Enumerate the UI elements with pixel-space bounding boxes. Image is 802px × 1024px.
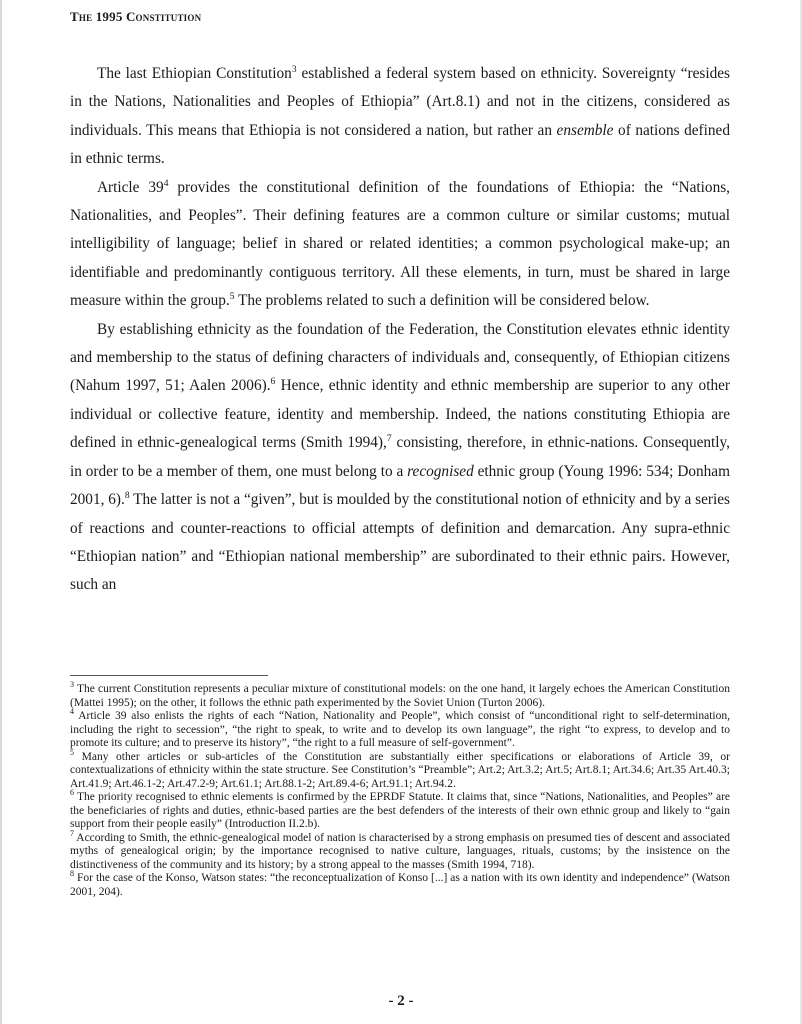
footnote-ref[interactable]: 3 <box>291 64 297 75</box>
running-header: The 1995 Constitution <box>70 9 202 24</box>
footnote-number: 8 <box>70 869 74 879</box>
text-run: established a federal system based on ethnicity. Sovereignty “resides in the Nations, Nationalities and Peoples of Ethiopia” (Art.8.1) and not in the citizens, considered as individuals. This means that Ethiopia is not considered a nation, but rather an <box>70 65 731 139</box>
footnote-text: Many other articles or sub-articles of the Constitution are substantially either specifications or elaborations of Article 39, or contextualizations of ethnicity within the state structure. See Constitution’s “Preamble”; Art.2; Art.3.2; Art.5; Art.8.1; Art.34.6; Art.35 Art.40.3; Art.41.9; Art.46.1-2; Art.47.2-9; Art.61.1; Art.88.1-2; Art.89.4-6; Art.91.1; Art.94.2. <box>70 750 730 790</box>
footnote-text: The current Constitution represents a peculiar mixture of constitutional models: on the one hand, it largely echoes the American Constitution (Mattei 1995); on the other, it follows the ethnic path experimented by the Soviet Union (Turton 2006). <box>70 683 730 709</box>
page-edge-left <box>0 0 2 1024</box>
footnote-5 <box>70 747 730 792</box>
footnote-text: For the case of the Konso, Watson states: “the reconceptualization of Konso [...] as a nation with its own identity and independence” (Watson 2001, 204). <box>70 872 730 898</box>
footnote-text: The priority recognised to ethnic elements is confirmed by the EPRDF Statute. It claims that, since “Nations, Nationalities, and Peoples” are the beneficiaries of rights and duties, ethnic-based parties are the best defenders of the interests of their own ethnic group and likely to “gain support from their people easily” (Introduction II.2.b). <box>70 791 730 830</box>
text-run: Article 39 <box>97 178 164 196</box>
footnote-separator <box>70 675 268 676</box>
paragraph-3 <box>70 316 730 600</box>
footnote-3 <box>70 680 730 710</box>
text-run: consisting, therefore, in ethnic-nations. Consequently, in order to be a member of them, one must belong to a <box>70 434 731 480</box>
footnote-ref[interactable]: 8 <box>124 491 130 501</box>
body-text <box>70 60 730 600</box>
paragraph-2 <box>70 174 730 316</box>
footnote-number: 4 <box>70 707 74 717</box>
text-run: ethnic group (Young 1996: 534; Donham 2001, 6). <box>70 462 730 509</box>
footnote-text: According to Smith, the ethnic-genealogical model of nation is characterised by a strong emphasis on presumed ties of descent and associated myths of genealogical origin; by the importance recognised to native culture, languages, rituals, customs; by the insistence on the distinctiveness of the community and its history; by a strong appeal to the masses (Smith 1994, 718). <box>70 831 730 871</box>
footnote-number: 7 <box>70 828 74 838</box>
page-number: - 2 - <box>388 993 414 1009</box>
footnote-number: 6 <box>70 788 74 798</box>
text-run: The last Ethiopian Constitution <box>97 65 292 82</box>
text-run: The latter is not a “given”, but is moulded by the constitutional notion of ethnicity and by a series of reactions and counter-reactions to official attempts of definition and demarcation. Any supra-ethnic “Ethiopian nation” and “Ethiopian national membership” are subordinated to their ethnic pairs. However, such an <box>70 491 730 594</box>
text-run: The problems related to such a definition will be considered below. <box>234 292 650 310</box>
text-run: of nations defined in ethnic terms. <box>70 121 730 168</box>
footnote-ref[interactable]: 7 <box>386 434 392 445</box>
footnote-ref[interactable]: 4 <box>163 178 169 189</box>
emphasis: recognised <box>407 462 474 480</box>
footnote-8 <box>70 869 730 899</box>
text-run: provides the constitutional definition of the foundations of Ethiopia: the “Nations, Nationalities, and Peoples”. Their defining features are a common culture or similar customs; mutual intelligibility of language; belief in shared or related identities; a common psychological make-up; an identifiable and predominantly contiguous territory. All these elements, in turn, must be shared in large measure within the group. <box>70 178 730 310</box>
text-run: Hence, ethnic identity and ethnic membership are superior to any other individual or collective feature, identity and membership. Indeed, the nations constituting Ethiopia are defined in ethnic-genealogical terms (Smith 1994), <box>70 377 730 452</box>
footnote-4 <box>70 707 730 751</box>
footnote-number: 3 <box>70 680 74 690</box>
emphasis: ensemble <box>556 121 614 139</box>
paragraph-1 <box>70 60 730 174</box>
footnote-7 <box>70 828 730 873</box>
footnote-text: Article 39 also enlists the rights of each “Nation, Nationality and People”, which consist of “unconditional right to self-determination, including the right to secession”, “the right to speak, to write and to develop its own language”, the right “to express, to develop and to promote its culture; and to preserve its history”, “the right to a full measure of self-government”. <box>70 710 730 749</box>
footnote-ref[interactable]: 5 <box>229 292 235 303</box>
footnote-number: 5 <box>70 747 74 757</box>
footnote-6 <box>70 788 730 832</box>
text-run: By establishing ethnicity as the foundation of the Federation, the Constitution elevates ethnic identity and membership to the status of defining characters of individuals and, consequently, of Ethiopian citizens (Nahum 1997, 51; Aalen 2006). <box>70 320 730 395</box>
footnote-ref[interactable]: 6 <box>270 377 276 388</box>
footnotes <box>70 680 730 899</box>
